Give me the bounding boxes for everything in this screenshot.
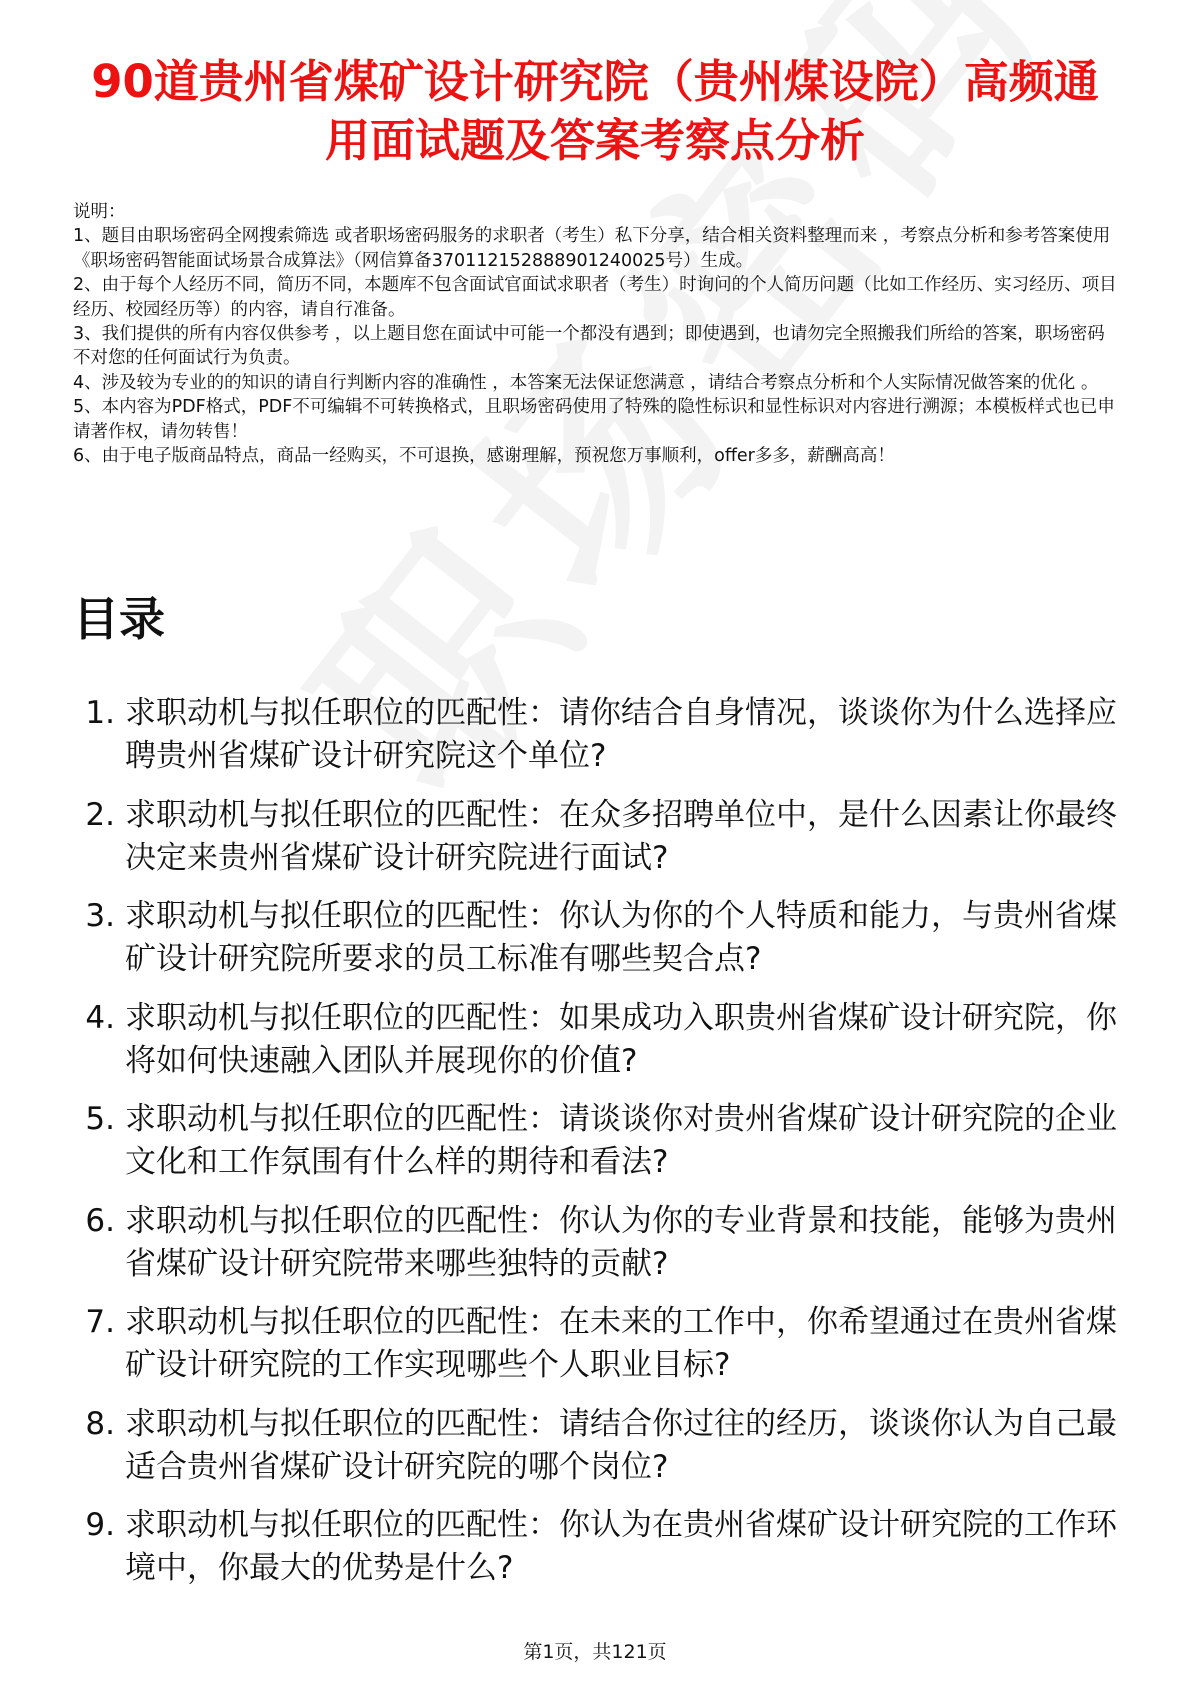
toc-heading: 目录 [73,592,165,646]
note-item: 2、由于每个人经历不同，简历不同，本题库不包含面试官面试求职者（考生）时询问的个人简历问题（比如工作经历、实习经历、项目经历、校园经历等）的内容，请自行准备。 [73,275,1117,320]
toc-item-number: 9. [85,1507,115,1543]
toc-item[interactable] [73,895,1121,981]
toc-item-text: 求职动机与拟任职位的匹配性：你认为你的专业背景和技能，能够为贵州省煤矿设计研究院带来哪些独特的贡献? [125,1202,1117,1282]
toc-item-text: 求职动机与拟任职位的匹配性：你认为在贵州省煤矿设计研究院的工作环境中，你最大的优势是什么? [125,1507,1117,1586]
toc-item-text: 求职动机与拟任职位的匹配性：你认为你的个人特质和能力，与贵州省煤矿设计研究院所要求的员工标准有哪些契合点? [125,898,1117,977]
toc-item[interactable] [73,1403,1121,1489]
toc-item[interactable] [73,1504,1121,1590]
toc-item-text: 求职动机与拟任职位的匹配性：如果成功入职贵州省煤矿设计研究院，你将如何快速融入团队并展现你的价值? [125,999,1117,1079]
toc-item[interactable] [73,1200,1121,1286]
toc-item-number: 2. [85,796,115,833]
toc-item-number: 4. [85,999,115,1036]
toc-item-number: 5. [85,1101,115,1137]
toc-item[interactable] [73,794,1121,880]
note-item: 1、题目由职场密码全网搜索筛选 或者职场密码服务的求职者（考生）私下分享，结合相关资料整理而来 ，考察点分析和参考答案使用《职场密码智能面试场景合成算法》（网信算备370112152888901240025号）生成。 [73,226,1111,271]
note-item: 6、由于电子版商品特点，商品一经购买，不可退换，感谢理解，预祝您万事顺利，offer多多，薪酬高高！ [73,446,895,467]
toc-item[interactable] [73,1301,1121,1387]
toc-item-number: 6. [85,1202,115,1239]
toc-item-text: 求职动机与拟任职位的匹配性：请谈谈你对贵州省煤矿设计研究院的企业文化和工作氛围有什么样的期待和看法? [125,1101,1117,1180]
page-footer: 第1页，共121页 [523,1641,667,1663]
notes-section [73,200,1119,468]
toc-item-text: 求职动机与拟任职位的匹配性：请结合你过往的经历，谈谈你认为自己最适合贵州省煤矿设计研究院的哪个岗位? [125,1405,1117,1485]
toc-item[interactable] [73,1098,1121,1184]
note-item: 5、本内容为PDF格式，PDF不可编辑不可转换格式，且职场密码使用了特殊的隐性标识和显性标识对内容进行溯源；本模板样式也已申请著作权，请勿转售！ [73,397,1115,442]
document-title: 90道贵州省煤矿设计研究院（贵州煤设院）高频通用面试题及答案考察点分析 [91,55,1099,167]
toc-item-text: 求职动机与拟任职位的匹配性：在众多招聘单位中，是什么因素让你最终决定来贵州省煤矿设计研究院进行面试? [125,796,1117,876]
toc-list [73,692,1121,1606]
note-item: 4、涉及较为专业的的知识的请自行判断内容的准确性 ，本答案无法保证您满意 ，请结合考察点分析和个人实际情况做答案的优化 。 [73,372,1099,393]
toc-item-text: 求职动机与拟任职位的匹配性：请你结合自身情况，谈谈你为什么选择应聘贵州省煤矿设计研究院这个单位? [125,695,1117,774]
toc-item-number: 8. [85,1405,115,1442]
note-item: 3、我们提供的所有内容仅供参考 ，以上题目您在面试中可能一个都没有遇到；即使遇到，也请勿完全照搬我们所给的答案，职场密码不对您的任何面试行为负责。 [73,324,1105,369]
toc-item-number: 7. [85,1304,115,1340]
notes-heading: 说明： [73,202,126,222]
toc-item[interactable] [73,997,1121,1083]
toc-item-number: 3. [85,898,115,934]
toc-item[interactable] [73,692,1121,778]
toc-item-text: 求职动机与拟任职位的匹配性：在未来的工作中，你希望通过在贵州省煤矿设计研究院的工作实现哪些个人职业目标? [125,1304,1117,1383]
toc-item-number: 1. [85,695,115,731]
